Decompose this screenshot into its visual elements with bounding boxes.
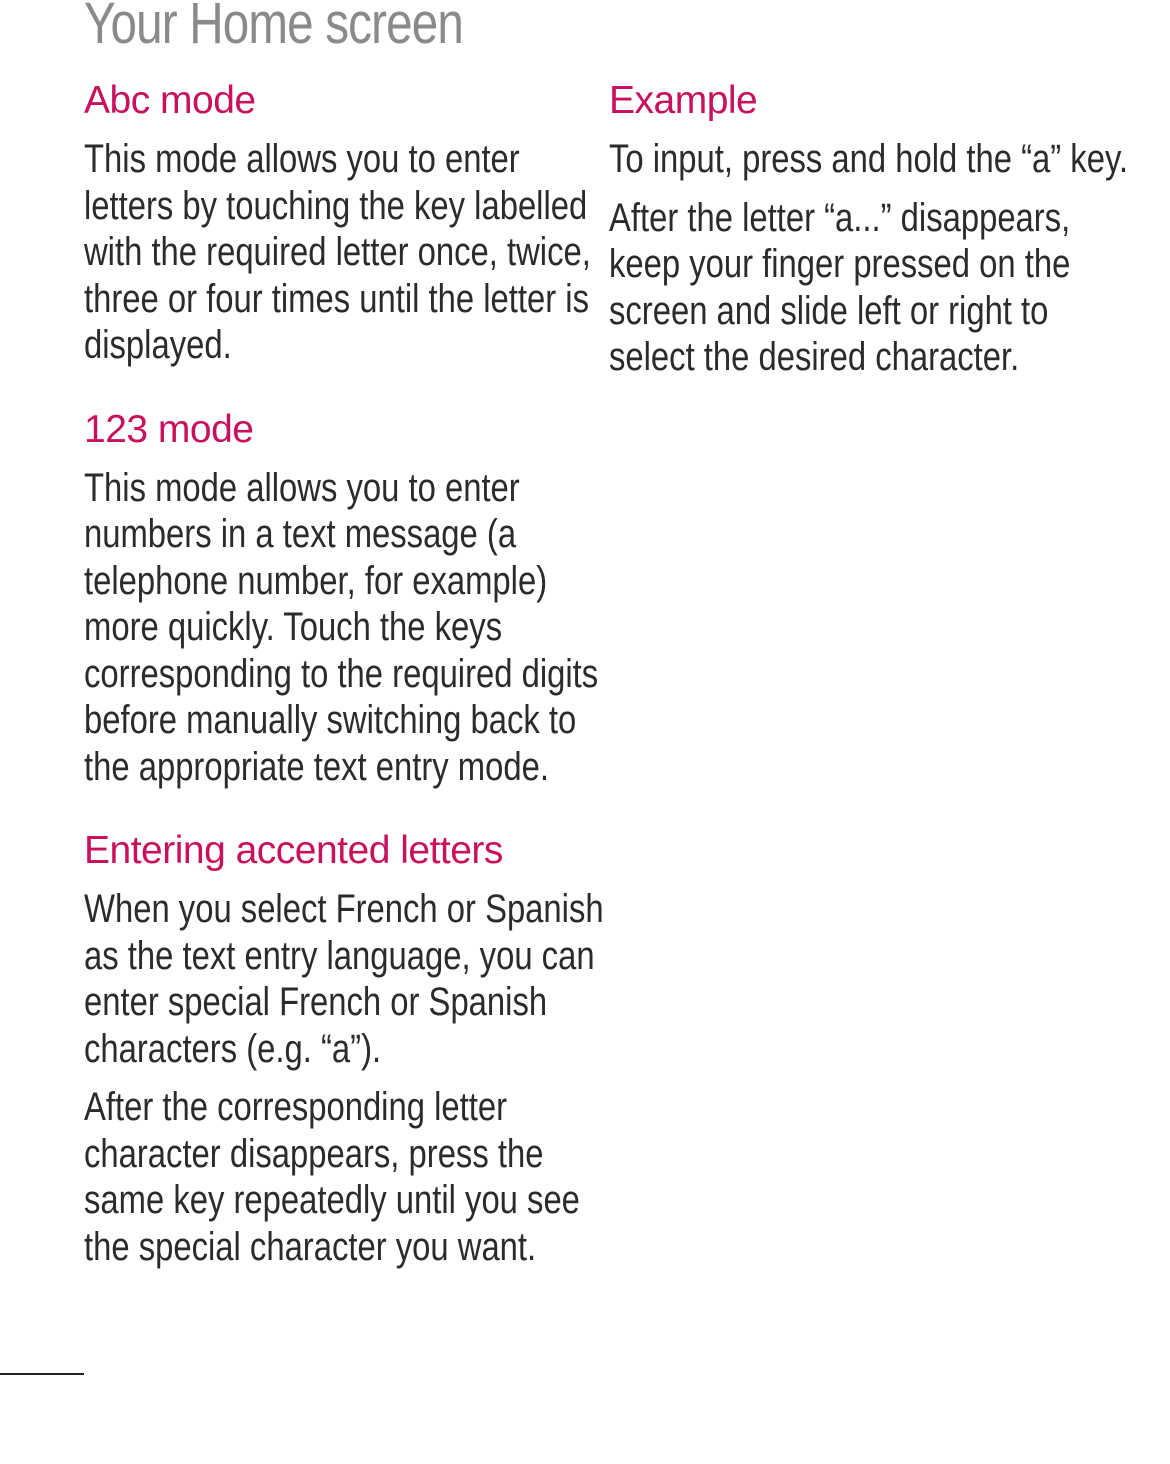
section-heading-123-mode: 123 mode: [84, 407, 254, 451]
section-heading-example: Example: [609, 79, 758, 122]
section-123-mode: [84, 407, 604, 791]
section-heading-abc-mode: Abc mode: [84, 79, 256, 122]
section-paragraph: This mode allows you to enter numbers in a text message (a telephone number, for example) more quickly. Touch the keys corresponding to the required digits before manually switching back to the appropriate text entry mode.: [84, 465, 599, 789]
footer-divider: [0, 1373, 84, 1375]
section-heading-entering-accented-letters: Entering accented letters: [84, 829, 503, 872]
section-abc-mode: [84, 78, 604, 369]
section-entering-accented-letters: [84, 828, 604, 1270]
section-paragraph: After the letter “a...” disappears, keep your finger pressed on the screen and slide left or right to select the desired character.: [609, 195, 1071, 379]
section-example: [609, 78, 1129, 381]
section-paragraph: When you select French or Spanish as the text entry language, you can enter special French or Spanish characters (e.g. “a”).: [84, 887, 604, 1071]
section-paragraph: This mode allows you to enter letters by touching the key labelled with the required letter once, twice, three or four times until the letter is displayed.: [84, 137, 591, 367]
page-title: Your Home screen: [84, 0, 464, 56]
right-column: [609, 78, 1129, 381]
section-paragraph: To input, press and hold the “a” key.: [609, 137, 1129, 181]
left-column: [84, 78, 604, 1270]
section-paragraph: After the corresponding letter character disappears, press the same key repeatedly until you see the special character you want.: [84, 1085, 580, 1269]
